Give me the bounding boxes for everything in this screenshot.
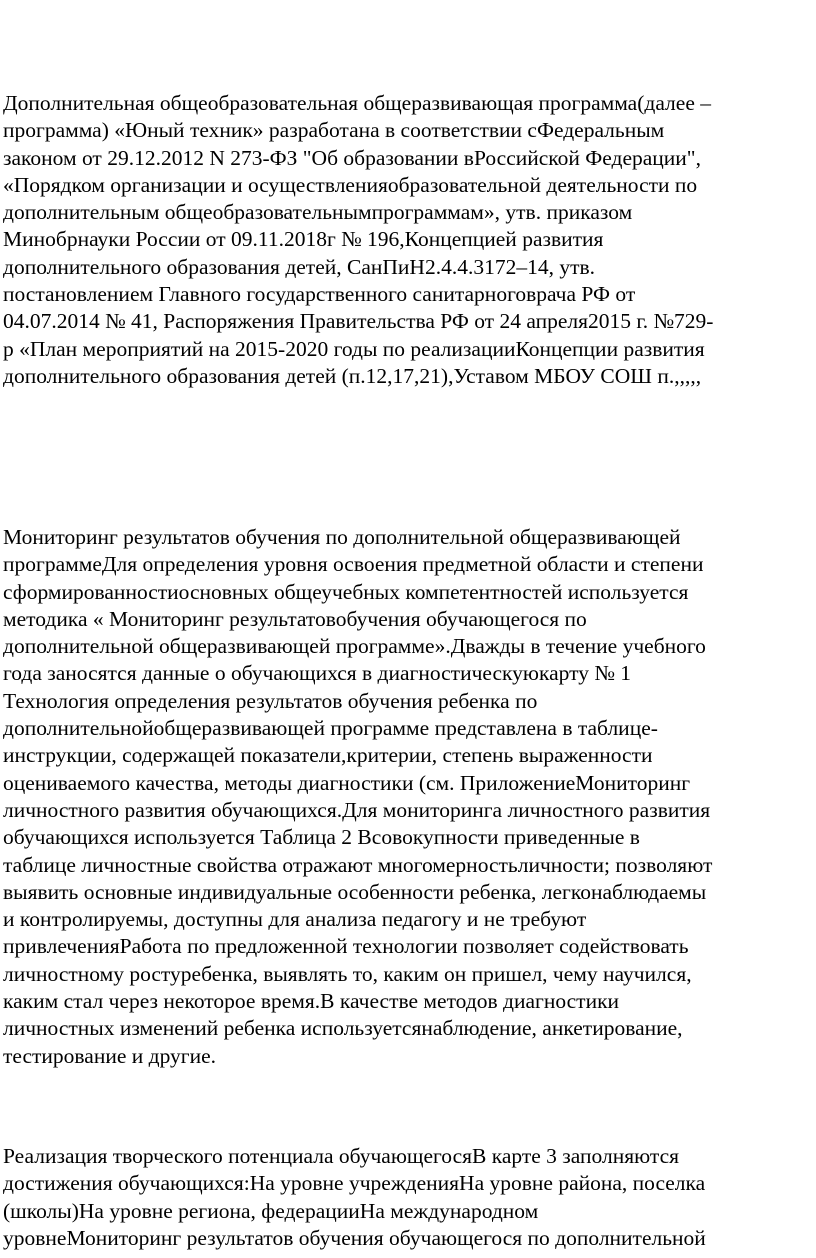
text-line: сформированностиосновных общеучебных компетентностей используется: [3, 579, 689, 604]
text-line: законом от 29.12.2012 N 273-ФЗ "Об образовании вРоссийской Федерации",: [3, 145, 701, 170]
text-line: Минобрнауки России от 09.11.2018г № 196,Концепцией развития: [3, 227, 604, 252]
paragraph-program-basis: [3, 90, 815, 390]
text-line: личностному ростуребенка, выявлять то, каким он пришел, чему научился,: [3, 961, 692, 986]
text-line: личностного развития обучающихся.Для мониторинга личностного развития: [3, 797, 711, 822]
text-line: года заносятся данные о обучающихся в диагностическуюкарту № 1: [3, 661, 631, 686]
text-line: инструкции, содержащей показатели,критерии, степень выраженности: [3, 743, 653, 768]
text-line: и контролируемы, доступны для анализа педагогу и не требуют: [3, 907, 587, 932]
text-line: программеДля определения уровня освоения предметной области и степени: [3, 552, 704, 577]
text-line: оцениваемого качества, методы диагностики (см. ПриложениеМониторинг: [3, 770, 691, 795]
text-line: р «План мероприятий на 2015-2020 годы по реализацииКонцепции развития: [3, 336, 705, 361]
text-line: (школы)На уровне региона, федерацииНа международном: [3, 1198, 539, 1223]
text-line: Реализация творческого потенциала обучающегосяВ карте 3 заполняются: [3, 1144, 680, 1168]
text-line: Технология определения результатов обучения ребенка по: [3, 688, 538, 713]
paragraph-creative-potential: [3, 1143, 815, 1252]
text-line: программа) «Юный техник» разработана в соответствии сФедеральным: [3, 118, 665, 143]
text-line: личностных изменений ребенка используетсянаблюдение, анкетирование,: [3, 1016, 683, 1041]
text-line: дополнительной общеразвивающей программе».Дважды в течение учебного: [3, 634, 706, 659]
text-line: достижения обучающихся:На уровне учрежденияНа уровне района, поселка: [3, 1171, 706, 1196]
text-line: тестирование и другие.: [3, 1043, 217, 1068]
text-line: «Порядком организации и осуществленияобразовательной деятельности по: [3, 172, 698, 197]
text-line: уровнеМониторинг результатов обучения обучающегося по дополнительной: [3, 1225, 706, 1250]
text-line: каким стал через некоторое время.В качестве методов диагностики: [3, 989, 620, 1014]
text-line: дополнительнойобщеразвивающей программе представлена в таблице-: [3, 716, 658, 741]
text-line: таблице личностные свойства отражают многомерностьличности; позволяют: [3, 852, 713, 877]
text-line: выявить основные индивидуальные особенности ребенка, легконаблюдаемы: [3, 879, 707, 904]
text-line: дополнительного образования детей (п.12,17,21),Уставом МБОУ СОШ п.,,,,,: [3, 363, 702, 388]
text-line: привлеченияРабота по предложенной технологии позволяет содействовать: [3, 934, 689, 959]
text-line: дополнительного образования детей, СанПиН2.4.4.3172–14, утв.: [3, 254, 595, 279]
paragraph-monitoring: [3, 524, 815, 1070]
text-line: обучающихся используется Таблица 2 Всовокупности приведенные в: [3, 825, 640, 850]
text-line: 04.07.2014 № 41, Распоряжения Правительства РФ от 24 апреля2015 г. №729-: [3, 309, 714, 334]
text-line: методика « Мониторинг результатовобучения обучающегося по: [3, 606, 587, 631]
text-line: Мониторинг результатов обучения по дополнительной общеразвивающей: [3, 525, 681, 549]
text-line: Дополнительная общеобразовательная общеразвивающая программа(далее –: [3, 91, 711, 115]
text-line: дополнительным общеобразовательнымпрограммам», утв. приказом: [3, 200, 633, 225]
text-line: постановлением Главного государственного санитарноговрача РФ от: [3, 282, 636, 307]
